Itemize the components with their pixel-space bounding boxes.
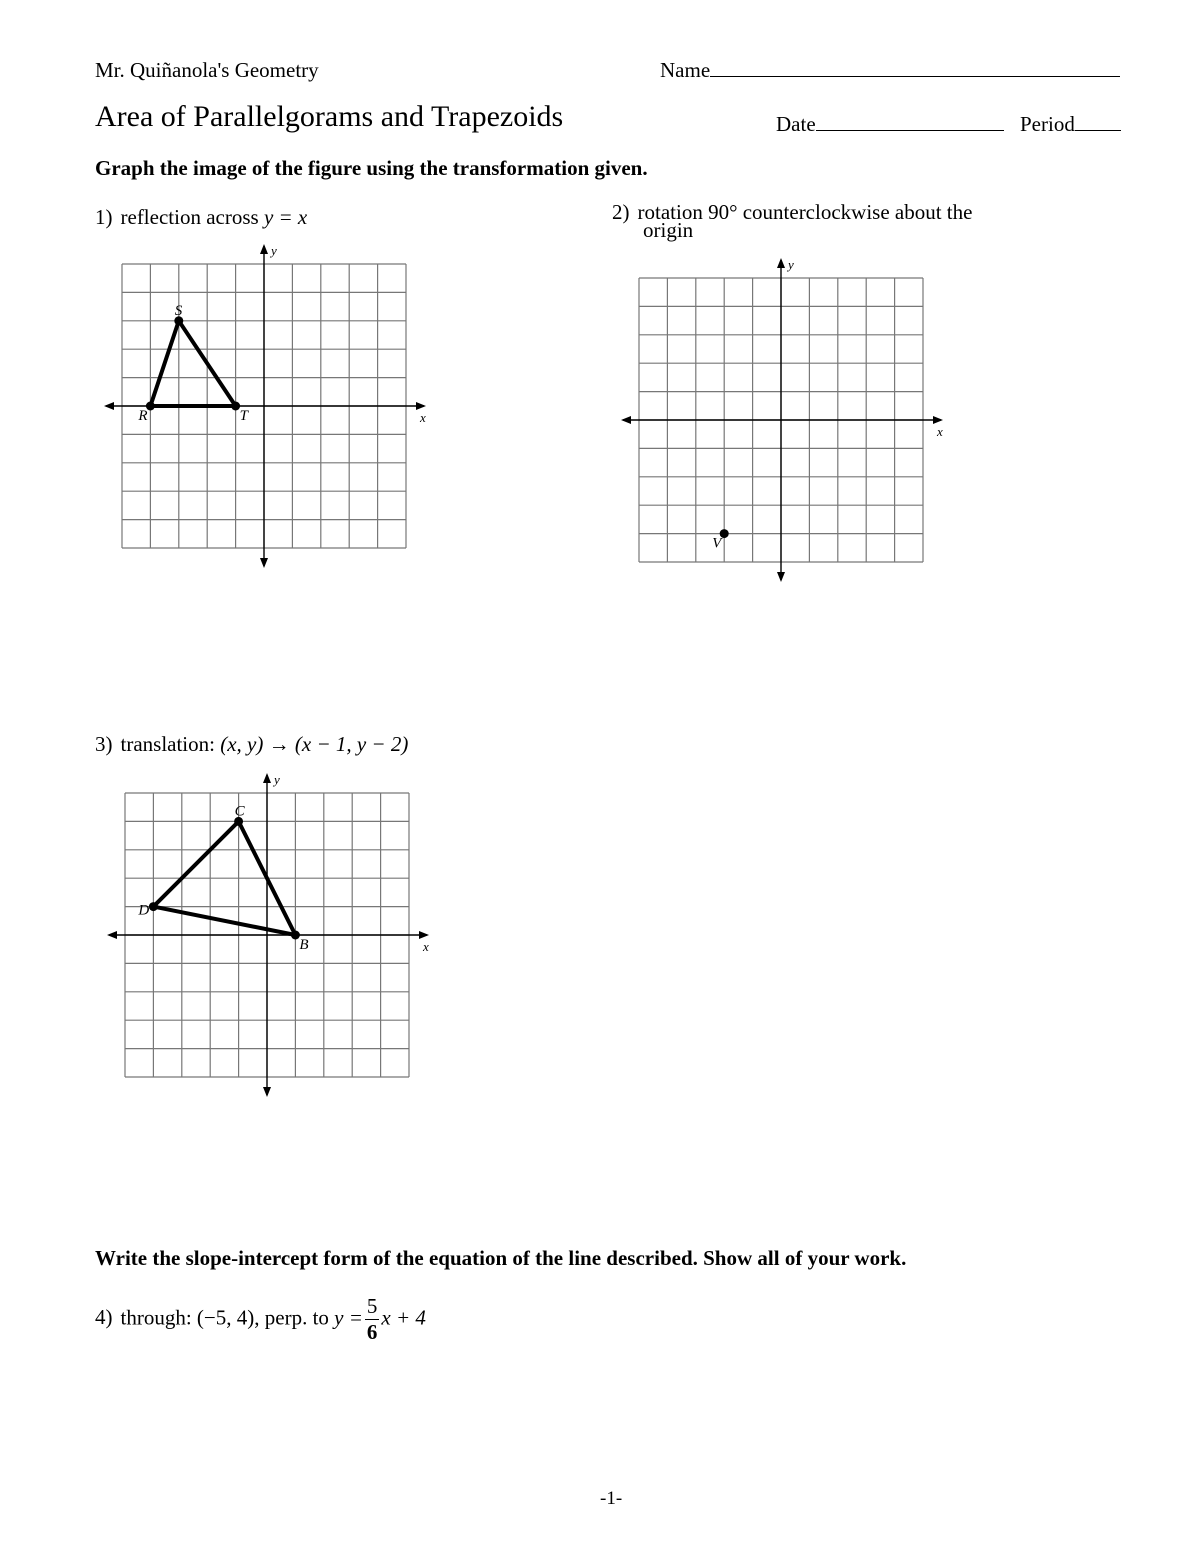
- problem-4-y-eq: y =: [334, 1305, 363, 1330]
- problem-2-line1: rotation 90° counterclockwise about the: [637, 200, 973, 224]
- teacher-label: Mr. Quiñanola's Geometry: [95, 58, 319, 82]
- problem-3-math-right: (x − 1, y − 2): [294, 732, 409, 756]
- y-axis-label: y: [274, 772, 280, 787]
- vertex-label-v: V: [712, 535, 722, 552]
- name-label: Name: [660, 58, 711, 82]
- vertex-label-t: T: [239, 408, 248, 424]
- vertex-label-s: S: [174, 302, 183, 319]
- x-axis-arrow-right: [933, 416, 943, 424]
- fraction-numerator: 5: [366, 1294, 378, 1318]
- problem-3-number: 3): [95, 732, 113, 756]
- x-axis-arrow-left: [107, 931, 117, 939]
- problem-1-math: y = x: [263, 205, 308, 229]
- y-axis-arrow-down: [263, 1087, 271, 1097]
- problem-4-fraction: [365, 1296, 380, 1343]
- vertex-label-d: D: [138, 902, 150, 919]
- y-axis-arrow-down: [777, 572, 785, 582]
- page-title: Area of Parallelgorams and Trapezoids: [95, 100, 564, 133]
- problem-3-math-left: (x, y): [220, 732, 264, 756]
- y-axis-arrow-up: [260, 244, 268, 254]
- problem-2-line2: origin: [643, 218, 694, 242]
- x-axis-label: x: [420, 410, 426, 425]
- section2-instruction: Write the slope-intercept form of the equation of the line described. Show all of your work.: [95, 1246, 907, 1270]
- problem-1-number: 1): [95, 205, 113, 229]
- fraction-denominator: 6: [366, 1320, 378, 1344]
- problem-4-tail: x + 4: [381, 1305, 426, 1330]
- problem-3-prefix: translation:: [120, 732, 221, 756]
- x-axis-arrow-right: [419, 931, 429, 939]
- graph-problem-3[interactable]: [107, 772, 429, 1097]
- problem-2-number: 2): [612, 200, 630, 224]
- vertex-label-c: C: [234, 803, 245, 820]
- vertex-d: [149, 902, 158, 911]
- problem-1-prefix: reflection across: [120, 205, 264, 229]
- y-axis-arrow-up: [777, 258, 785, 268]
- problem-3-arrow: →: [268, 732, 290, 756]
- y-axis-label: y: [788, 257, 794, 272]
- graph-problem-2[interactable]: [621, 257, 943, 582]
- y-axis-arrow-up: [263, 773, 271, 783]
- problem-4-through-label: through:: [120, 1305, 197, 1330]
- y-axis-arrow-down: [260, 558, 268, 568]
- graph-problem-1[interactable]: [104, 243, 426, 568]
- problem-4-number: 4): [95, 1305, 113, 1330]
- problem-4-perp-label: perp. to: [259, 1305, 335, 1330]
- page-number: -1-: [600, 1488, 623, 1509]
- period-label: Period: [1020, 112, 1075, 136]
- x-axis-label: x: [423, 939, 429, 954]
- problem-4-text: [95, 1296, 426, 1343]
- vertex-label-r: R: [138, 408, 148, 424]
- figure-outline: [150, 321, 235, 406]
- problem-4-point: (−5, 4),: [196, 1305, 260, 1330]
- x-axis-arrow-left: [104, 402, 114, 410]
- x-axis-arrow-left: [621, 416, 631, 424]
- y-axis-label: y: [271, 243, 277, 258]
- x-axis-label: x: [937, 424, 943, 439]
- section1-instruction: Graph the image of the figure using the transformation given.: [95, 156, 648, 180]
- date-label: Date: [776, 112, 816, 136]
- vertex-label-b: B: [299, 937, 309, 953]
- x-axis-arrow-right: [416, 402, 426, 410]
